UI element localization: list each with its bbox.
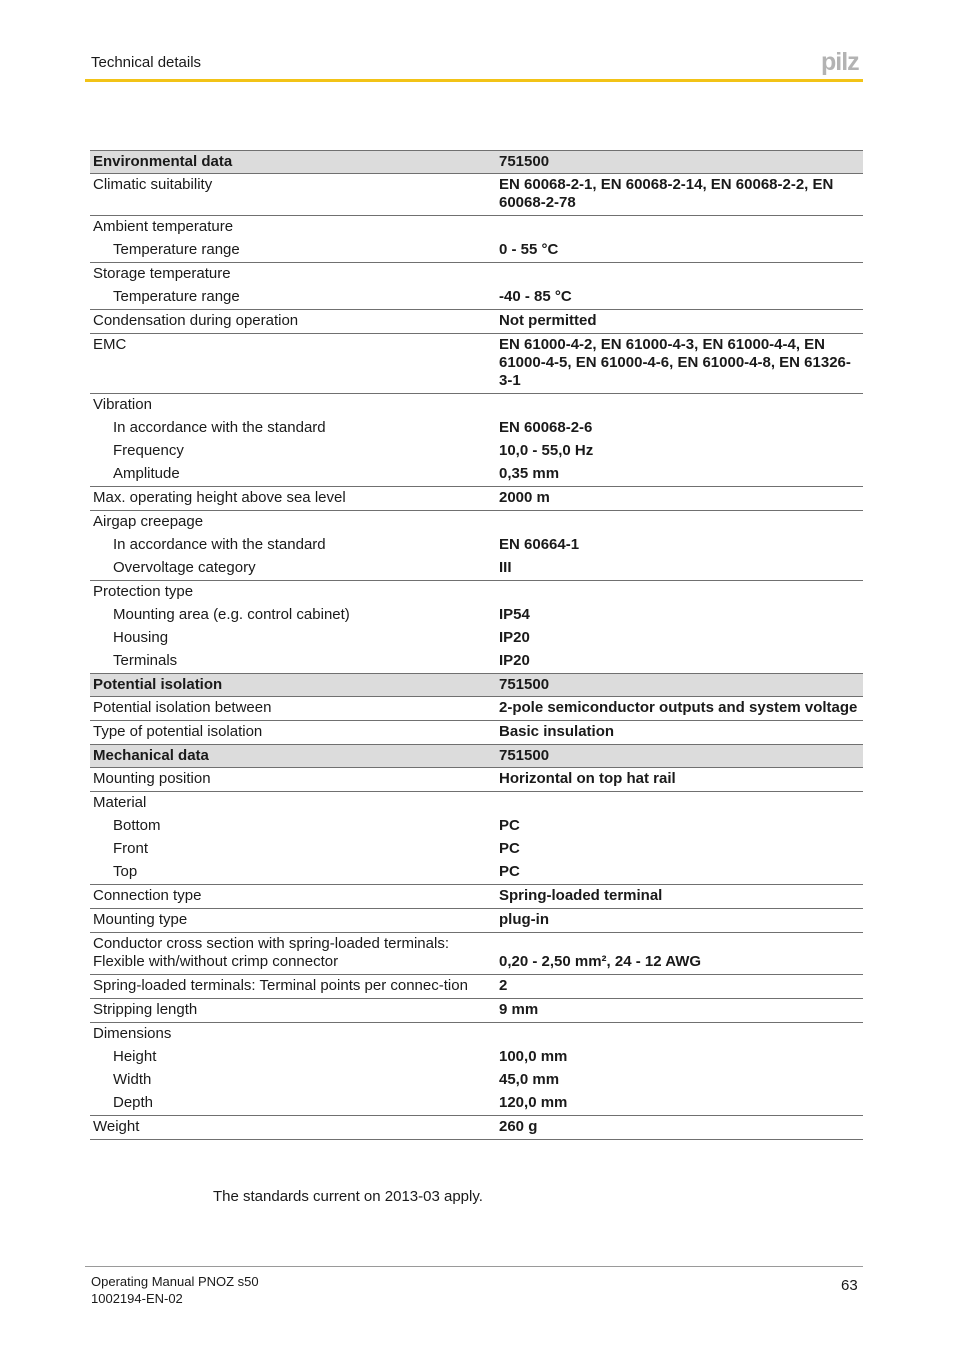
table-row: Conductor cross section with spring-loaded terminals: Flexible with/without crimp connector 0,20 - 2,50 mm², 24 - 12 AWG	[90, 933, 863, 975]
table-row: Protection type	[93, 583, 194, 600]
table-row: Housing IP20	[113, 629, 530, 646]
page-number: 63	[841, 1277, 858, 1294]
table-row: Spring-loaded terminals: Terminal points per connec-tion 2	[90, 975, 863, 999]
page-header-title: Technical details	[91, 54, 202, 71]
table-row: Ambient temperature	[93, 218, 234, 235]
table-row: Depth 120,0 mm	[90, 1092, 863, 1116]
table-row: Mounting position Horizontal on top hat rail	[90, 768, 863, 792]
table-row: Mounting type plug-in	[90, 909, 863, 933]
doc-number: 1002194-EN-02	[91, 1291, 183, 1306]
table-row: EMC EN 61000-4-2, EN 61000-4-3, EN 61000-4-4, EN 61000-4-5, EN 61000-4-6, EN 61000-4-8, EN 61326-3-1	[90, 334, 863, 394]
table-row: Condensation during operation Not permitted	[90, 310, 863, 334]
table-row: Amplitude 0,35 mm	[90, 463, 863, 487]
table-row: Temperature range 0 - 55 °C	[90, 239, 863, 263]
table-row: Dimensions	[93, 1025, 172, 1042]
table-row: Bottom PC	[113, 817, 520, 834]
footnote: The standards current on 2013-03 apply.	[213, 1188, 483, 1205]
table-row: Temperature range -40 - 85 °C	[90, 286, 863, 310]
table-row: Front PC	[113, 840, 520, 857]
table-row: Height 100,0 mm	[113, 1048, 568, 1065]
technical-data-table	[90, 150, 863, 1140]
table-row: Type of potential isolation Basic insulation	[93, 723, 615, 740]
table-row: Max. operating height above sea level 2000 m	[90, 487, 863, 511]
table-row: Terminals IP20	[113, 652, 530, 669]
table-row: Potential isolation between 2-pole semiconductor outputs and system voltage	[90, 697, 863, 721]
table-row: Width 45,0 mm	[113, 1071, 560, 1088]
table-row: Overvoltage category III	[90, 557, 863, 581]
manual-title: Operating Manual PNOZ s50	[91, 1274, 259, 1289]
pilz-logo: pilz	[821, 48, 859, 76]
table-row: Airgap creepage	[93, 513, 204, 530]
table-row: Vibration	[93, 396, 152, 413]
table-row: Stripping length 9 mm	[90, 999, 863, 1023]
section-header-environmental: Environmental data 751500	[90, 151, 863, 174]
section-header-potential-isolation: Potential isolation 751500	[90, 674, 863, 697]
table-row: Material	[93, 794, 147, 811]
table-row: Top PC	[90, 861, 863, 885]
footer-rule	[85, 1266, 863, 1267]
table-row: Storage temperature	[93, 265, 231, 282]
table-row: Weight 260 g	[90, 1116, 863, 1140]
header-rule	[85, 79, 863, 82]
section-header-mechanical: Mechanical data 751500	[90, 745, 863, 768]
table-row: Mounting area (e.g. control cabinet) IP54	[113, 606, 530, 623]
table-row: In accordance with the standard EN 60664-1	[113, 536, 580, 553]
table-row: Climatic suitability EN 60068-2-1, EN 60068-2-14, EN 60068-2-2, EN 60068-2-78	[90, 174, 863, 216]
table-row: In accordance with the standard EN 60068-2-6	[113, 419, 593, 436]
table-row: Connection type Spring-loaded terminal	[90, 885, 863, 909]
footer-manual-info	[91, 1273, 259, 1307]
table-row: Frequency 10,0 - 55,0 Hz	[113, 442, 594, 459]
